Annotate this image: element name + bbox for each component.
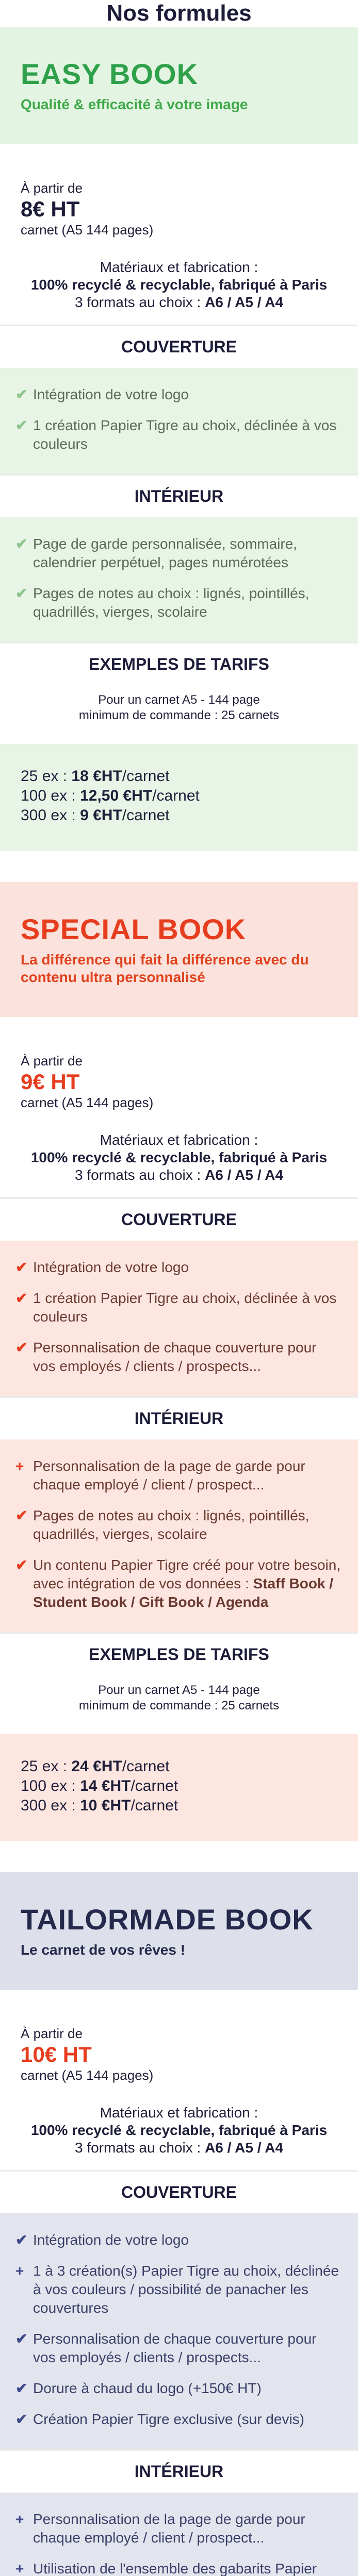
check-icon: ✔ xyxy=(15,417,28,433)
list-item xyxy=(15,2560,343,2576)
list-item xyxy=(15,1289,343,1326)
list-item-label: Intégration de votre logo xyxy=(33,2232,189,2248)
list-item-text xyxy=(33,1506,343,1544)
formats-value: A6 / A5 / A4 xyxy=(205,2140,284,2156)
tarifs-heading: EXEMPLES DE TARIFS xyxy=(0,642,358,685)
tarif-row xyxy=(21,786,337,806)
list-item xyxy=(15,584,343,621)
check-icon: ✔ xyxy=(15,1557,28,1573)
plus-icon: + xyxy=(15,2263,24,2279)
check-icon: ✔ xyxy=(15,386,28,402)
formats-line xyxy=(10,2139,348,2157)
list-item-label: Personnalisation de la page de garde pour chaque employé / client / prospect... xyxy=(33,2511,305,2546)
product-section-tailor xyxy=(0,1872,358,2576)
list-item-text xyxy=(33,416,343,453)
tarif-qty: 300 ex : xyxy=(21,1797,80,1814)
tarif-unit: /carnet xyxy=(131,1777,178,1794)
list-item xyxy=(15,2330,343,2367)
materials-value: 100% recyclé & recyclable, fabriqué à Paris xyxy=(30,2122,328,2138)
tarif-row xyxy=(21,1796,337,1816)
check-icon: ✔ xyxy=(15,2331,28,2347)
tarif-qty: 25 ex : xyxy=(21,1758,72,1775)
plus-icon: + xyxy=(15,2511,24,2527)
tarif-row xyxy=(21,806,337,825)
tarif-price: 18 €HT xyxy=(71,768,122,785)
tarif-row xyxy=(21,767,337,786)
list-item-text xyxy=(33,2330,343,2367)
check-icon: ✔ xyxy=(15,1340,28,1355)
price-note: carnet (A5 144 pages) xyxy=(21,1095,154,1110)
check-icon: ✔ xyxy=(15,1290,28,1306)
price-block xyxy=(0,1017,358,1116)
tarifs-sub-line1: Pour un carnet A5 - 144 page xyxy=(98,693,260,707)
price-value: 10€ HT xyxy=(21,2042,92,2066)
materials-label: Matériaux et fabrication : xyxy=(100,1132,258,1148)
list-item-label: Personnalisation de chaque couverture pour vos employés / clients / prospects... xyxy=(33,2331,317,2365)
formats-prefix: 3 formats au choix : xyxy=(74,2140,205,2156)
list-item-text xyxy=(33,2262,343,2317)
price-note: carnet (A5 144 pages) xyxy=(21,2067,154,2083)
check-icon: ✔ xyxy=(15,1259,28,1275)
list-item-label: Intégration de votre logo xyxy=(33,1259,189,1275)
list-item-text xyxy=(33,1258,343,1277)
list-item-text xyxy=(33,2379,343,2398)
couverture-heading: COUVERTURE xyxy=(0,2170,358,2213)
list-item-text xyxy=(33,2231,343,2249)
check-icon: ✔ xyxy=(15,2232,28,2248)
tarif-price: 14 €HT xyxy=(80,1777,131,1794)
tarif-unit: /carnet xyxy=(152,787,200,804)
list-item-text xyxy=(33,584,343,621)
list-item xyxy=(15,535,343,572)
formats-line xyxy=(10,1166,348,1184)
price-block xyxy=(0,1990,358,2089)
list-item-text xyxy=(33,1289,343,1326)
price-block xyxy=(0,144,358,243)
list-item-label: Pages de notes au choix : lignés, pointillés, quadrillés, vierges, scolaire xyxy=(33,585,310,620)
list-item xyxy=(15,1556,343,1612)
materials-value: 100% recyclé & recyclable, fabriqué à Paris xyxy=(30,1149,328,1165)
tarif-price: 24 €HT xyxy=(71,1758,122,1775)
tarif-qty: 300 ex : xyxy=(21,807,80,824)
page-title: Nos formules xyxy=(106,1,252,26)
tarifs-subtitle xyxy=(0,685,358,744)
formats-prefix: 3 formats au choix : xyxy=(74,1167,205,1183)
plus-icon: + xyxy=(15,2561,24,2576)
couverture-heading-list xyxy=(0,368,358,474)
list-item-text xyxy=(33,1338,343,1376)
product-subtitle: La différence qui fait la différence avec du contenu ultra personnalisé xyxy=(21,952,309,985)
list-item-text xyxy=(33,1457,343,1494)
list-item-text xyxy=(33,2410,343,2429)
product-subtitle: Qualité & efficacité à votre image xyxy=(21,96,248,112)
product-subtitle: Le carnet de vos rêves ! xyxy=(21,1942,186,1958)
list-item-label: Création Papier Tigre exclusive (sur devis) xyxy=(33,2411,304,2427)
tarif-unit: /carnet xyxy=(122,807,170,824)
tarifs-sub-line2: minimum de commande : 25 carnets xyxy=(78,1699,280,1713)
price-note: carnet (A5 144 pages) xyxy=(21,222,154,238)
couverture-heading: COUVERTURE xyxy=(0,1197,358,1241)
materials-block xyxy=(0,2089,358,2170)
list-item-label: Dorure à chaud du logo (+150€ HT) xyxy=(33,2380,262,2396)
tarifs-list xyxy=(0,1734,358,1841)
products-list xyxy=(0,27,358,2576)
list-item xyxy=(15,1258,343,1277)
tarif-row xyxy=(21,1776,337,1796)
product-section-special xyxy=(0,882,358,1841)
list-item xyxy=(15,416,343,453)
list-item-label: Utilisation de l'ensemble des gabarits Papier xyxy=(33,2561,317,2576)
couverture-heading: COUVERTURE xyxy=(0,325,358,368)
list-item xyxy=(15,385,343,404)
product-title: TAILORMADE BOOK xyxy=(21,1903,314,1936)
interieur-heading: INTÉRIEUR xyxy=(0,474,358,517)
list-item xyxy=(15,1338,343,1376)
tarif-unit: /carnet xyxy=(122,1758,170,1775)
check-icon: ✔ xyxy=(15,1507,28,1523)
list-item-label: Page de garde personnalisée, sommaire, calendrier perpétuel, pages numérotées xyxy=(33,536,298,570)
list-item-label: Personnalisation de chaque couverture pour vos employés / clients / prospects... xyxy=(33,1340,317,1374)
plus-icon: + xyxy=(15,1458,24,1474)
product-title: SPECIAL BOOK xyxy=(21,913,247,945)
tarif-price: 9 €HT xyxy=(80,807,122,824)
list-item-label: Intégration de votre logo xyxy=(33,386,189,402)
interieur-heading-list xyxy=(0,1439,358,1632)
list-item-label: 1 création Papier Tigre au choix, déclinée à vos couleurs xyxy=(33,1290,337,1325)
couverture-heading-list xyxy=(0,2213,358,2449)
check-icon: ✔ xyxy=(15,585,28,601)
list-item-label: 1 création Papier Tigre au choix, déclinée à vos couleurs xyxy=(33,417,337,452)
formats-prefix: 3 formats au choix : xyxy=(74,294,205,310)
formats-value: A6 / A5 / A4 xyxy=(205,294,284,310)
interieur-heading: INTÉRIEUR xyxy=(0,1396,358,1439)
product-header-band xyxy=(0,882,358,1017)
tarif-row xyxy=(21,1757,337,1776)
list-item xyxy=(15,2231,343,2249)
price-label: À partir de xyxy=(21,2026,83,2041)
formats-value: A6 / A5 / A4 xyxy=(205,1167,284,1183)
tarifs-subtitle xyxy=(0,1675,358,1734)
list-item xyxy=(15,1457,343,1494)
list-item-label: 1 à 3 création(s) Papier Tigre au choix, déclinée à vos couleurs / possibilité de panacher les couvertures xyxy=(33,2263,339,2316)
list-item xyxy=(15,2379,343,2398)
tarif-qty: 100 ex : xyxy=(21,1777,80,1794)
list-item-label: Pages de notes au choix : lignés, pointillés, quadrillés, vierges, scolaire xyxy=(33,1507,310,1542)
price-value: 8€ HT xyxy=(21,197,80,221)
materials-label: Matériaux et fabrication : xyxy=(100,259,258,275)
list-item xyxy=(15,2510,343,2547)
check-icon: ✔ xyxy=(15,536,28,552)
check-icon: ✔ xyxy=(15,2380,28,2396)
product-header-band xyxy=(0,27,358,144)
materials-block xyxy=(0,243,358,325)
list-item xyxy=(15,2262,343,2317)
price-value: 9€ HT xyxy=(21,1070,80,1094)
list-item xyxy=(15,1506,343,1544)
list-item-label: Personnalisation de la page de garde pour chaque employé / client / prospect... xyxy=(33,1458,305,1493)
product-title: EASY BOOK xyxy=(21,58,199,90)
tarifs-sub-line2: minimum de commande : 25 carnets xyxy=(78,708,280,722)
interieur-heading-list xyxy=(0,2493,358,2576)
product-section-easy xyxy=(0,27,358,851)
materials-block xyxy=(0,1116,358,1197)
list-item-text xyxy=(33,535,343,572)
materials-value: 100% recyclé & recyclable, fabriqué à Paris xyxy=(30,277,328,293)
list-item-label: Un contenu Papier Tigre créé pour votre besoin, avec intégration de vos données : xyxy=(33,1557,341,1591)
list-item xyxy=(15,2410,343,2429)
product-header-band xyxy=(0,1872,358,1990)
list-item-text xyxy=(33,2510,343,2547)
materials-label: Matériaux et fabrication : xyxy=(100,2105,258,2121)
price-label: À partir de xyxy=(21,1053,83,1069)
interieur-heading-list xyxy=(0,517,358,642)
tarif-qty: 25 ex : xyxy=(21,768,72,785)
list-item-text xyxy=(33,2560,343,2576)
list-item-text xyxy=(33,385,343,404)
tarif-unit: /carnet xyxy=(122,768,170,785)
tarif-price: 10 €HT xyxy=(80,1797,131,1814)
tarif-qty: 100 ex : xyxy=(21,787,80,804)
formats-line xyxy=(10,294,348,311)
list-item-bold: Staff Book / Student Book / Gift Book / Agenda xyxy=(33,1575,334,1610)
list-item-text xyxy=(33,1556,343,1612)
tarif-unit: /carnet xyxy=(131,1797,178,1814)
tarifs-heading: EXEMPLES DE TARIFS xyxy=(0,1632,358,1675)
check-icon: ✔ xyxy=(15,2411,28,2427)
price-label: À partir de xyxy=(21,180,83,196)
tarifs-list xyxy=(0,744,358,851)
tarif-price: 12,50 €HT xyxy=(80,787,153,804)
tarifs-sub-line1: Pour un carnet A5 - 144 page xyxy=(98,1683,260,1697)
couverture-heading-list xyxy=(0,1241,358,1396)
interieur-heading: INTÉRIEUR xyxy=(0,2449,358,2493)
